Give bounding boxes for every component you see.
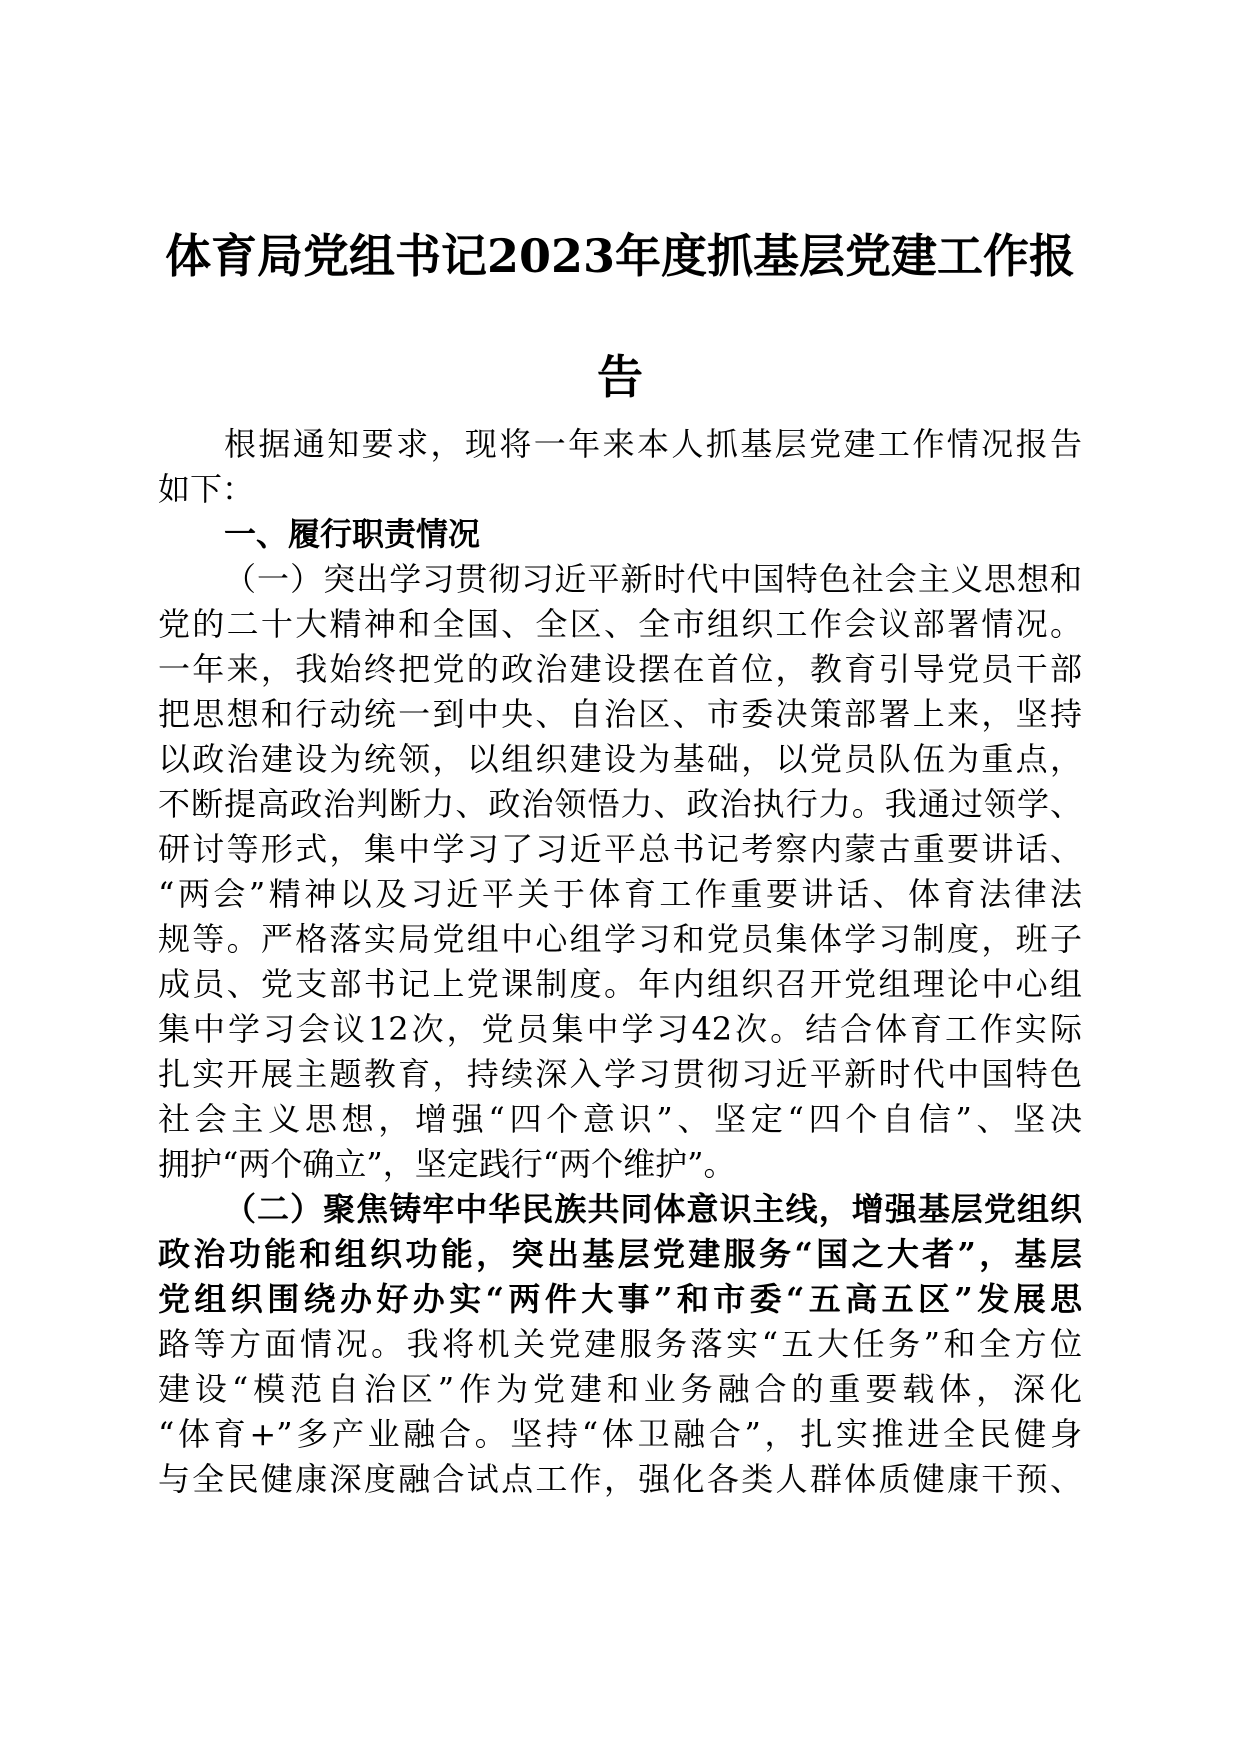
section1-line-6: 不断提高政治判断力、政治领悟力、政治执行力。我通过领学、 <box>158 785 1082 823</box>
section2-line-5: 建设“模范自治区”作为党建和业务融合的重要载体，深化 <box>158 1370 1082 1408</box>
section1-line-14: 拥护“两个确立”，坚定践行“两个维护”。 <box>158 1145 736 1183</box>
section1-line-8: “两会”精神以及习近平关于体育工作重要讲话、体育法律法 <box>158 875 1082 913</box>
section2-line-1: （二）聚焦铸牢中华民族共同体意识主线，增强基层党组织 <box>224 1190 1082 1228</box>
section-heading-1: 一、履行职责情况 <box>224 515 481 553</box>
section2-line-2: 政治功能和组织功能，突出基层党建服务“国之大者”，基层 <box>158 1235 1082 1273</box>
intro-line-1: 根据通知要求，现将一年来本人抓基层党建工作情况报告 <box>224 425 1082 463</box>
document-title-line-2: 告 <box>597 350 643 404</box>
section1-line-12: 扎实开展主题教育，持续深入学习贯彻习近平新时代中国特色 <box>158 1055 1082 1093</box>
intro-line-2: 如下： <box>158 470 255 508</box>
section2-line-7: 与全民健康深度融合试点工作，强化各类人群体质健康干预、 <box>158 1460 1082 1498</box>
section1-line-4: 把思想和行动统一到中央、自治区、市委决策部署上来，坚持 <box>158 695 1082 733</box>
section2-line-3-text: 党组织围绕办好办实“两件大事”和市委“五高五区”发展思 <box>158 1280 1082 1318</box>
section2-line-3 <box>158 1277 1082 1322</box>
section1-line-10: 成员、党支部书记上党课制度。年内组织召开党组理论中心组 <box>158 965 1082 1003</box>
section1-line-3: 一年来，我始终把党的政治建设摆在首位，教育引导党员干部 <box>158 650 1082 688</box>
section2-line-4: 路等方面情况。我将机关党建服务落实“五大任务”和全方位 <box>158 1325 1082 1363</box>
section1-line-5: 以政治建设为统领，以组织建设为基础，以党员队伍为重点， <box>158 740 1082 778</box>
section1-line-13: 社会主义思想，增强“四个意识”、坚定“四个自信”、坚决 <box>158 1100 1082 1138</box>
section1-line-1: （一）突出学习贯彻习近平新时代中国特色社会主义思想和 <box>224 560 1082 598</box>
section2-line-6: “体育+”多产业融合。坚持“体卫融合”，扎实推进全民健身 <box>158 1415 1082 1453</box>
section1-line-2: 党的二十大精神和全国、全区、全市组织工作会议部署情况。 <box>158 605 1082 643</box>
section1-line-11: 集中学习会议12次，党员集中学习42次。结合体育工作实际 <box>158 1010 1082 1048</box>
section1-line-7: 研讨等形式，集中学习了习近平总书记考察内蒙古重要讲话、 <box>158 830 1082 868</box>
document-title-line-1: 体育局党组书记2023年度抓基层党建工作报 <box>164 229 1076 283</box>
section1-line-9: 规等。严格落实局党组中心组学习和党员集体学习制度，班子 <box>158 920 1082 958</box>
